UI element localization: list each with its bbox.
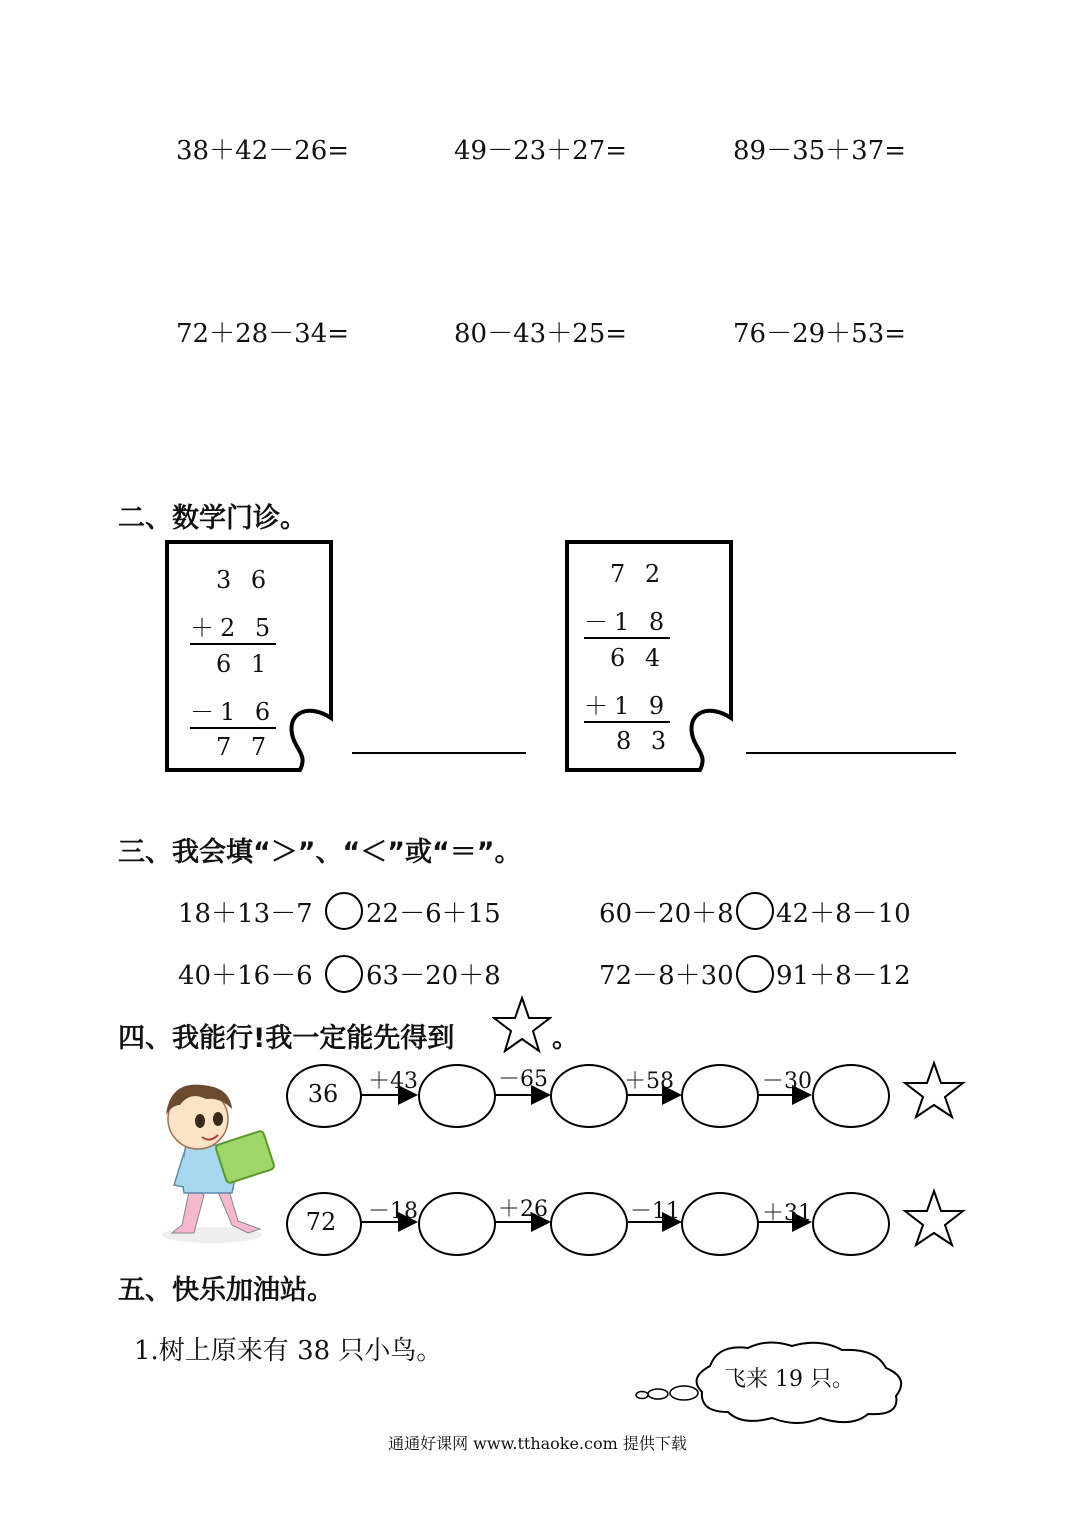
card1-line — [190, 692, 276, 729]
footer-text: 通通好课网 www.tthaoke.com 提供下载 — [388, 1434, 687, 1453]
section-heading-4: 四、我能行!我一定能先得到 — [118, 1023, 455, 1054]
compare-left: 72－8＋30 — [599, 961, 734, 991]
card1-line-text: ＋2 5 — [190, 608, 276, 645]
compare-right: 63－20＋8 — [366, 961, 501, 991]
chain1-operation: －65 — [498, 1067, 548, 1092]
card2-line-text: －1 8 — [584, 602, 670, 639]
card2-line: 7 2 — [610, 560, 667, 588]
chain2-answer-node[interactable] — [550, 1192, 628, 1256]
chain1-operation: ＋58 — [624, 1069, 674, 1094]
compare-circle[interactable] — [325, 955, 363, 993]
chain1-answer-node[interactable] — [681, 1064, 759, 1128]
answer-blank[interactable] — [746, 752, 956, 754]
compare-right: 91＋8－12 — [776, 961, 911, 991]
card1-line: 6 1 — [216, 650, 273, 678]
compare-right: 22－6＋15 — [366, 899, 501, 929]
card2-line — [584, 602, 670, 639]
compare-right: 42＋8－10 — [776, 899, 911, 929]
chain1-answer-node[interactable] — [550, 1064, 628, 1128]
chain1-answer-node[interactable] — [812, 1064, 890, 1128]
chain1-operation: ＋43 — [368, 1069, 418, 1094]
chain2-start-value: 72 — [305, 1208, 337, 1236]
card1-line — [190, 608, 276, 645]
compare-circle[interactable] — [736, 892, 774, 930]
expression: 76－29＋53= — [733, 319, 907, 349]
expression: 89－35＋37= — [733, 136, 907, 166]
chain2-operation: －18 — [368, 1199, 418, 1224]
cartoon-boy-illustration — [150, 1075, 280, 1245]
card1-line: 3 6 — [216, 566, 273, 594]
card1-line-text: －1 6 — [190, 692, 276, 729]
chain2-operation: －11 — [630, 1199, 680, 1224]
expression: 38＋42－26= — [176, 136, 350, 166]
chain2-operation: ＋26 — [498, 1197, 548, 1222]
star-icon — [492, 995, 552, 1053]
chain2-answer-node[interactable] — [812, 1192, 890, 1256]
expression: 49－23＋27= — [454, 136, 628, 166]
section-heading-4-end: 。 — [552, 1023, 579, 1054]
chain2-operation: ＋31 — [762, 1201, 812, 1226]
card2-line: 6 4 — [610, 644, 667, 672]
compare-left: 60－20＋8 — [599, 899, 734, 929]
compare-circle[interactable] — [736, 955, 774, 993]
chain1-start-value: 36 — [307, 1080, 339, 1108]
expression: 80－43＋25= — [454, 319, 628, 349]
star-icon — [902, 1188, 966, 1248]
answer-blank[interactable] — [352, 752, 526, 754]
section-heading-5: 五、快乐加油站。 — [118, 1275, 334, 1306]
compare-circle[interactable] — [325, 892, 363, 930]
star-icon — [902, 1060, 966, 1120]
card1-line: 7 7 — [216, 733, 273, 761]
word-problem-1: 1.树上原来有 38 只小鸟。 — [134, 1336, 443, 1366]
section-heading-2: 二、数学门诊。 — [118, 503, 307, 534]
section-heading-3: 三、我会填“＞”、“＜”或“＝”。 — [118, 837, 522, 868]
card2-line-text: ＋1 9 — [584, 686, 670, 723]
chain2-answer-node[interactable] — [681, 1192, 759, 1256]
compare-left: 18＋13－7 — [178, 899, 313, 929]
card2-line: 8 3 — [616, 727, 673, 755]
cloud-text: 飞来 19 只。 — [724, 1367, 854, 1392]
chain1-operation: －30 — [762, 1069, 812, 1094]
card2-line — [584, 686, 670, 723]
chain1-answer-node[interactable] — [418, 1064, 496, 1128]
compare-left: 40＋16－6 — [178, 961, 313, 991]
expression: 72＋28－34= — [176, 319, 350, 349]
chain2-answer-node[interactable] — [418, 1192, 496, 1256]
